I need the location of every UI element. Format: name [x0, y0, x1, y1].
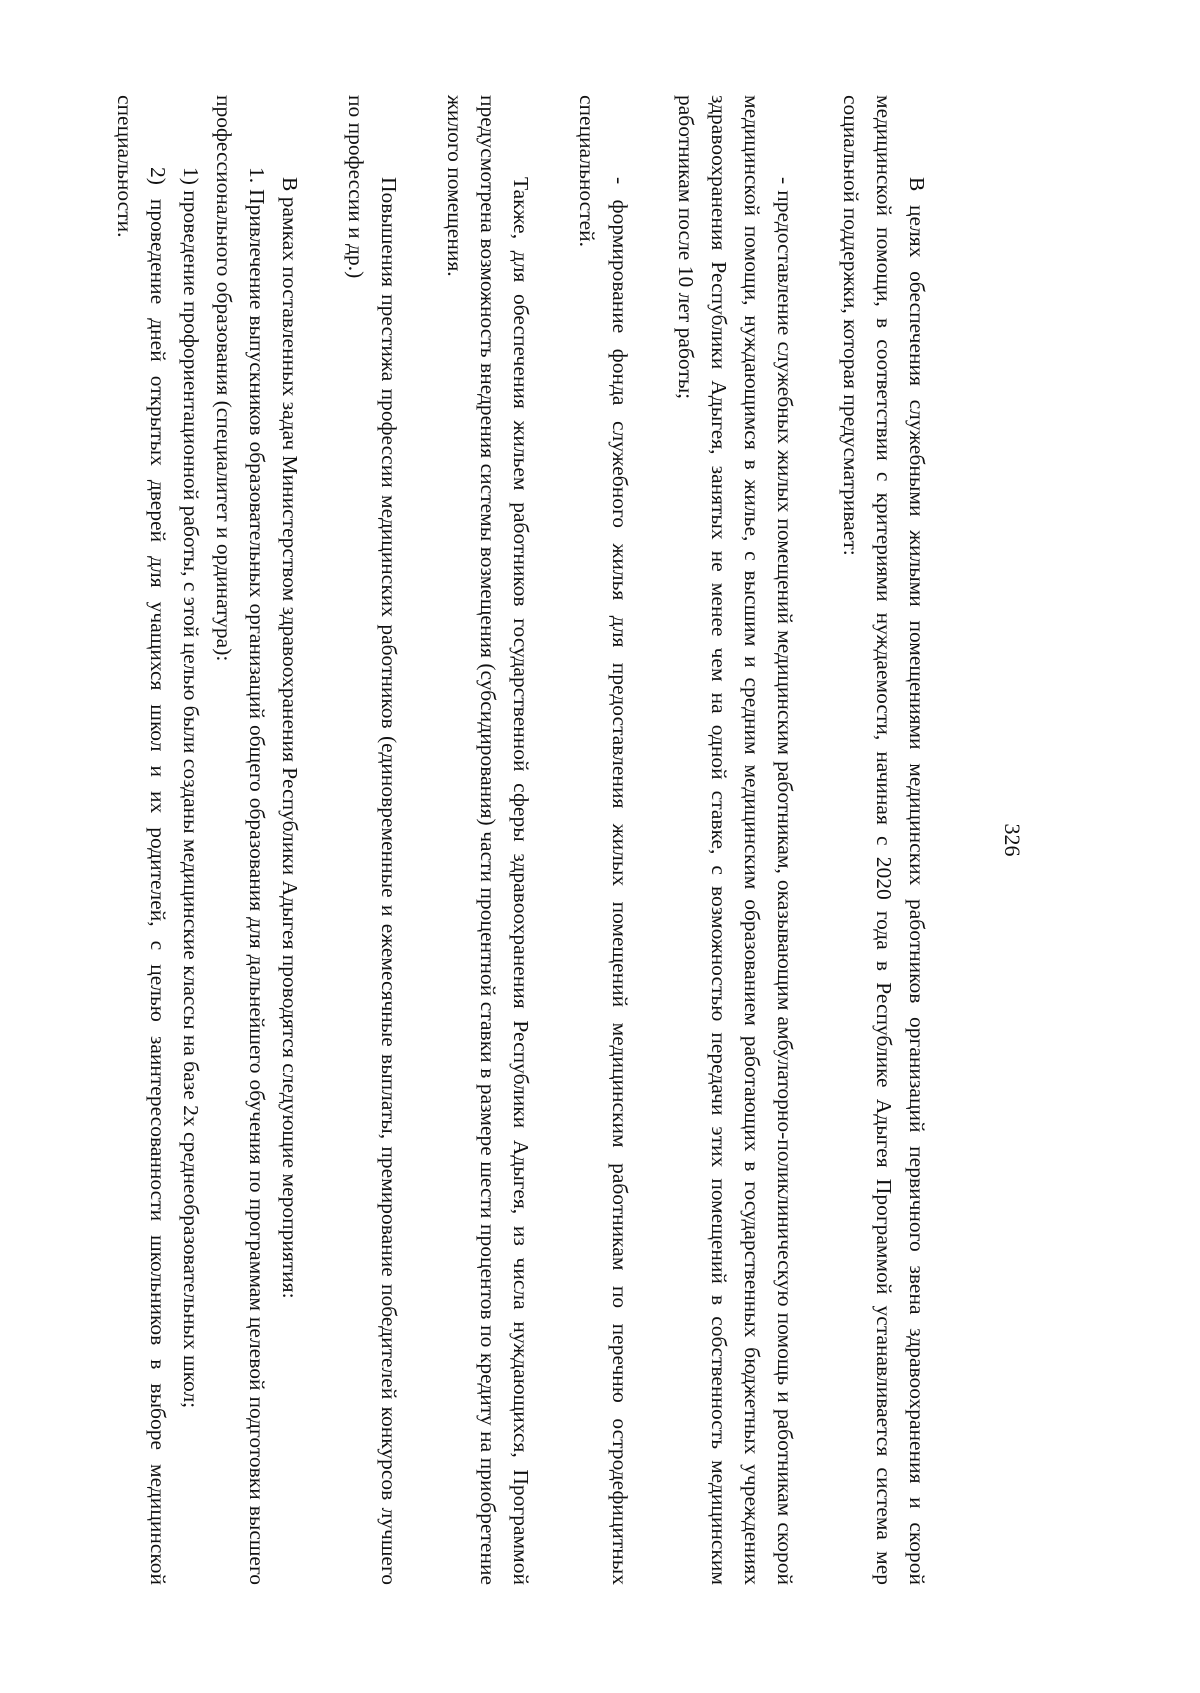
- body-text: [108, 95, 933, 1585]
- list-item-open-days: 2) проведение дней открытых дверей для учащихся школ и их родителей, с целью заинтересованности школьников в выборе медицинской специальности.: [113, 95, 170, 1585]
- paragraph-housing-fund: - формирование фонда служебного жилья для предоставления жилых помещений медицинским работникам по перечню остродефицитных специальностей.: [575, 95, 632, 1585]
- list-item-career-guidance: 1) проведение профориентационной работы, с этой целью были созданы медицинские классы на базе 2х среднеобразовательных школ;: [179, 167, 203, 1409]
- list-item-attract-graduates: 1. Привлечение выпускников образовательных организаций общего образования для дальнейшего обучения по программам целевой подготовки высшего профессионального образования (специалитет и ординатура):: [212, 95, 269, 1585]
- paragraph-prestige: Повышения престижа профессии медицинских работников (единовременные и ежемесячные выплаты, премирование победителей конкурсов лучшего по профессии и др.): [344, 95, 401, 1585]
- paragraph-mortgage-subsidy: Также, для обеспечения жильем работников государственной сферы здравоохранения Республики Адыгея, из числа нуждающихся, Программой предусмотрена возможность внедрения системы возмещения (субсидирования) части процентной ставки в размере шести процентов по кредиту на приобретение жилого помещения.: [443, 95, 533, 1585]
- rotated-sheet: [113, 95, 1025, 1585]
- paragraph-housing-intro: В целях обеспечения служебными жилыми помещениями медицинских работников организаций первичного звена здравоохранения и скорой медицинской помощи, в соответствии с критериями нуждаемости, начиная с 2020 года в Республике Адыгея Программой устанавливается система мер социальной поддержки, которая предусматривает:: [839, 95, 929, 1585]
- page-number: 326: [1000, 823, 1025, 857]
- paragraph-service-housing: - предоставление служебных жилых помещений медицинским работникам, оказывающим амбулаторно-поликлиническую помощь и работникам скорой медицинской помощи, нуждающимся в жилье, с высшим и средним медицинским образованием работающих в государственных бюджетных учреждениях здравоохранения Республики Адыгея, занятых не менее чем на одной ставке, с возможностью передачи этих помещений в собственность медицинским работникам после 10 лет работы;: [674, 95, 797, 1585]
- paragraph-ministry-measures: В рамках поставленных задач Министерством здравоохранения Республики Адыгея проводятся следующие мероприятия:: [278, 177, 302, 1299]
